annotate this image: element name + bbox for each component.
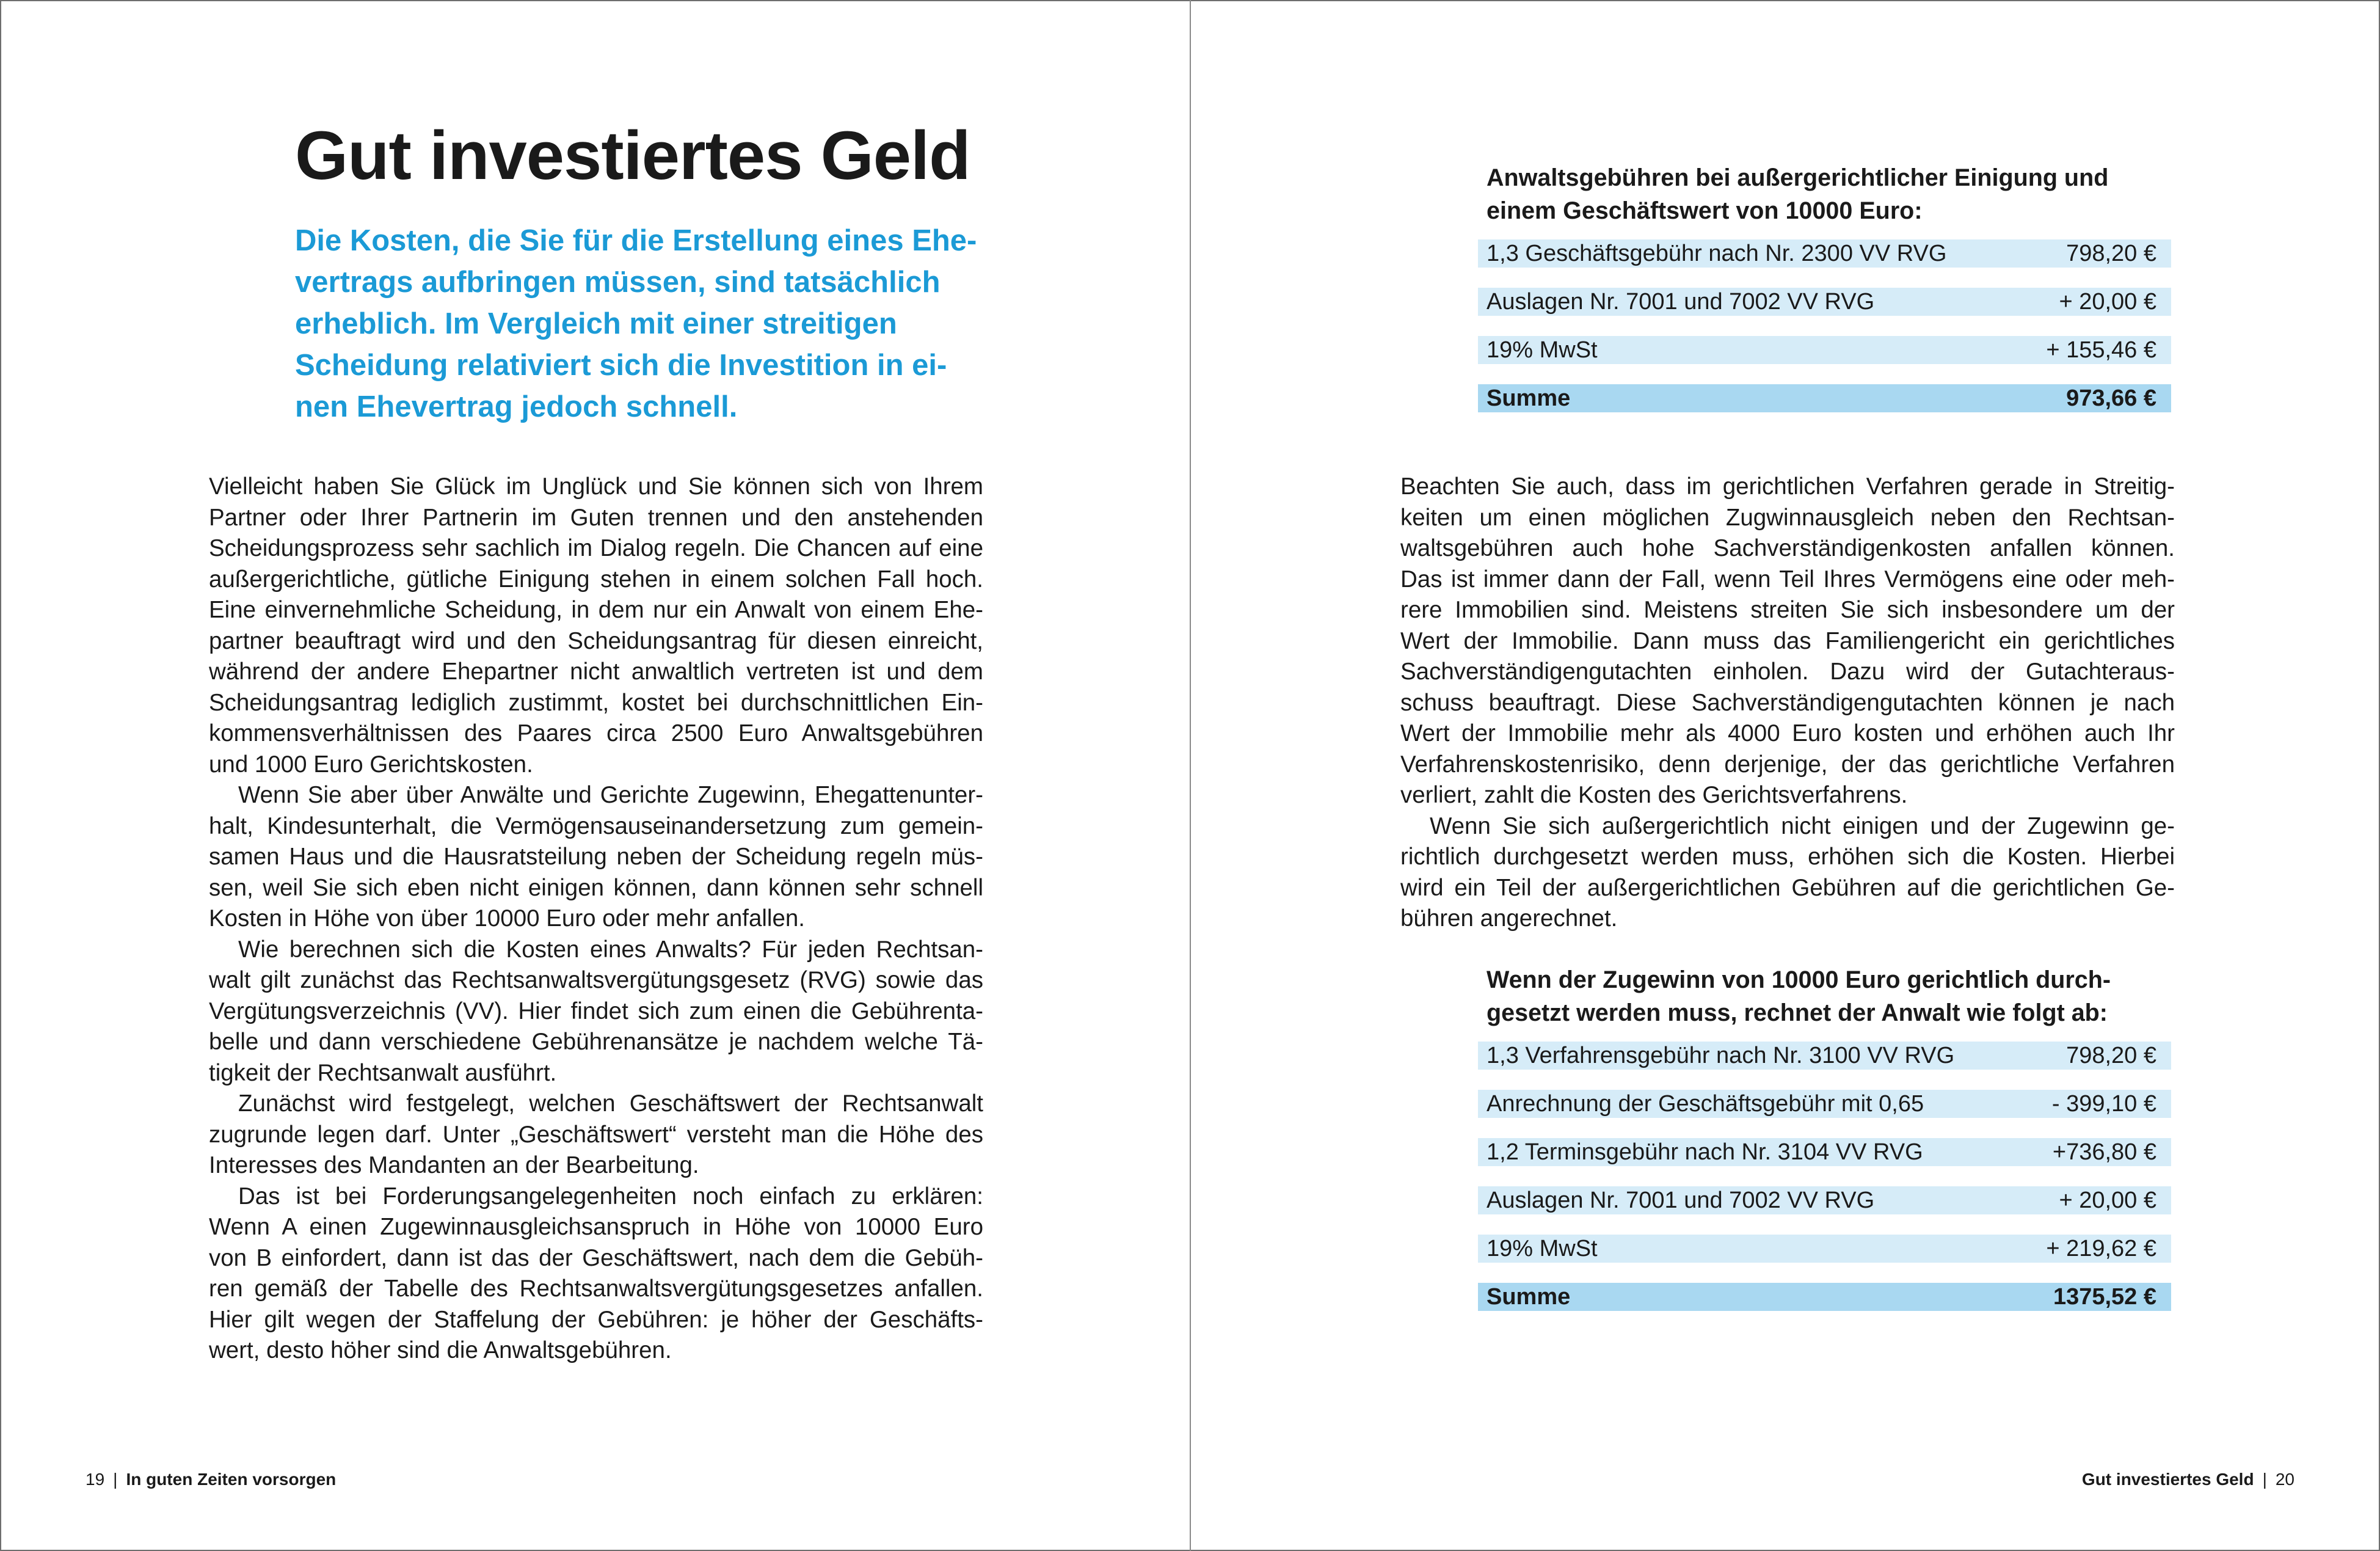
footer-separator: | [2262, 1470, 2267, 1489]
fee-label: Anrechnung der Geschäftsgebühr mit 0,65 [1487, 1090, 1924, 1117]
body-paragraph [209, 1181, 983, 1367]
text-line: Wenn Sie aber über Anwälte und Gerichte Zugewinn, Ehegattenunter- [238, 782, 983, 808]
heading-line: Anwaltsgebühren bei außergerichtlicher Einigung und [1487, 164, 2109, 191]
text-line: sen, weil Sie sich eben nicht einigen können, dann können sehr schnell [209, 874, 983, 901]
text-line: Sachverständigengutachten einholen. Dazu wird der Gutachteraus- [1400, 659, 2175, 685]
fee-label: 19% MwSt [1487, 1235, 1598, 1261]
text-line: wird ein Teil der außergerichtlichen Gebühren auf die gerichtlichen Ge- [1400, 874, 2175, 901]
text-line: tigkeit der Rechtsanwalt ausführt. [209, 1059, 557, 1086]
text-line: rere Immobilien sind. Meistens streiten Sie sich insbesondere um der [1400, 597, 2175, 623]
fee-table-heading [1487, 963, 2171, 1029]
text-line: halt, Kindesunterhalt, die Vermögensauseinandersetzung zum gemein- [209, 812, 983, 839]
fee-label: 1,3 Geschäftsgebühr nach Nr. 2300 VV RVG [1487, 240, 1947, 266]
text-line: waltsgebühren auch hohe Sachverständigenkosten anfallen können. [1400, 535, 2175, 561]
running-section-title: Gut investiertes Geld [2081, 1470, 2254, 1489]
body-paragraph [209, 780, 983, 935]
fee-label: Auslagen Nr. 7001 und 7002 VV RVG [1487, 1187, 1875, 1213]
body-paragraph [209, 1089, 983, 1181]
lead-line: erheblich. Im Vergleich mit einer streitigen [295, 307, 897, 340]
text-line: Partner oder Ihrer Partnerin im Guten trennen und den anstehenden [209, 504, 983, 531]
fee-table-court [1478, 963, 2171, 1331]
fee-row [1478, 1235, 2171, 1263]
text-line: Wert der Immobilie. Dann muss das Familiengericht ein gerichtliches [1400, 627, 2175, 654]
text-line: belle und dann verschiedene Gebührenansätze je nachdem welche Tä- [209, 1029, 983, 1055]
text-line: Vielleicht haben Sie Glück im Unglück und Sie können sich von Ihrem [209, 473, 983, 500]
left-body-text [209, 472, 983, 1367]
fee-row [1478, 336, 2171, 364]
body-paragraph [1400, 472, 2175, 811]
footer-separator: | [113, 1470, 118, 1489]
body-paragraph [209, 472, 983, 780]
right-body-text [1400, 472, 2175, 935]
text-line: Beachten Sie auch, dass im gerichtlichen Verfahren gerade in Streitig- [1400, 473, 2175, 500]
running-section-title: In guten Zeiten vorsorgen [126, 1470, 337, 1489]
fee-label: Auslagen Nr. 7001 und 7002 VV RVG [1487, 288, 1875, 315]
body-paragraph [1400, 811, 2175, 935]
page-gutter-divider [1190, 0, 1191, 1551]
text-line: Scheidungsprozess sehr sachlich im Dialog regeln. Die Chancen auf eine [209, 535, 983, 561]
fee-row [1478, 1138, 2171, 1166]
footer-right [2082, 1469, 2294, 1491]
text-line: ren gemäß der Tabelle des Rechtsanwaltsvergütungsgesetzes anfallen. [209, 1275, 983, 1302]
body-paragraph [209, 935, 983, 1089]
text-line: Eine einvernehmliche Scheidung, in dem nur ein Anwalt von einem Ehe- [209, 597, 983, 623]
text-line: Vergütungsverzeichnis (VV). Hier findet sich zum einen die Gebührenta- [209, 998, 983, 1024]
text-line: Scheidungsantrag lediglich zustimmt, kostet bei durchschnittlichen Ein- [209, 689, 983, 716]
text-line: von B einfordert, dann ist das der Geschäftswert, nach dem die Gebüh- [209, 1244, 983, 1271]
fee-label: 1,2 Terminsgebühr nach Nr. 3104 VV RVG [1487, 1139, 1923, 1165]
heading-line: gesetzt werden muss, rechnet der Anwalt wie folgt ab: [1487, 999, 2108, 1026]
text-line: kommensverhältnissen des Paares circa 2500 Euro Anwaltsgebühren [209, 720, 983, 746]
text-line: Wie berechnen sich die Kosten eines Anwalts? Für jeden Rechtsan- [238, 936, 983, 963]
fee-row [1478, 239, 2171, 268]
page-number: 19 [86, 1470, 105, 1489]
lead-paragraph [295, 220, 991, 428]
fee-label: 1,3 Verfahrensgebühr nach Nr. 3100 VV RVG [1487, 1042, 1955, 1068]
text-line: Verfahrenskostenrisiko, denn derjenige, der das gerichtliche Verfahren [1400, 751, 2175, 778]
text-line: während der andere Ehepartner nicht anwaltlich vertreten ist und dem [209, 659, 983, 685]
text-line: außergerichtliche, gütliche Einigung stehen in einem solchen Fall hoch. [209, 566, 983, 593]
lead-line: nen Ehevertrag jedoch schnell. [295, 390, 738, 423]
heading-line: einem Geschäftswert von 10000 Euro: [1487, 197, 1923, 224]
fee-table-out-of-court [1478, 161, 2171, 432]
fee-amount: 798,20 € [2066, 240, 2156, 266]
fee-row [1478, 1186, 2171, 1214]
fee-total-row [1478, 384, 2171, 412]
fee-row [1478, 1090, 2171, 1118]
text-line: bühren angerechnet. [1400, 905, 1618, 932]
text-line: richtlich durchgesetzt werden muss, erhöhen sich die Kosten. Hierbei [1400, 844, 2175, 870]
text-line: Kosten in Höhe von über 10000 Euro oder mehr anfallen. [209, 905, 805, 932]
text-line: keiten um einen möglichen Zugwinnausgleich neben den Rechtsan- [1400, 504, 2175, 531]
fee-total-row [1478, 1283, 2171, 1311]
page-number: 20 [2275, 1470, 2294, 1489]
lead-line: Die Kosten, die Sie für die Erstellung eines Ehe- [295, 224, 977, 257]
footer-left [86, 1469, 336, 1491]
fee-amount: + 20,00 € [2059, 1187, 2156, 1213]
fee-total-amount: 973,66 € [2066, 385, 2156, 411]
fee-amount: + 219,62 € [2046, 1235, 2156, 1261]
fee-table-heading [1487, 161, 2171, 227]
text-line: wert, desto höher sind die Anwaltsgebühren. [209, 1337, 672, 1363]
text-line: zugrunde legen darf. Unter „Geschäftswert“ versteht man die Höhe des [209, 1121, 983, 1148]
fee-label: 19% MwSt [1487, 337, 1598, 363]
page-title: Gut investiertes Geld [295, 117, 970, 194]
text-line: Wenn A einen Zugewinnausgleichsanspruch in Höhe von 10000 Euro [209, 1214, 983, 1240]
text-line: verliert, zahlt die Kosten des Gerichtsverfahrens. [1400, 782, 1908, 808]
heading-line: Wenn der Zugewinn von 10000 Euro gerichtlich durch- [1487, 966, 2111, 993]
fee-amount: 798,20 € [2066, 1042, 2156, 1068]
text-line: Das ist bei Forderungsangelegenheiten noch einfach zu erklären: [238, 1183, 983, 1210]
text-line: schuss beauftragt. Diese Sachverständigengutachten können je nach [1400, 689, 2175, 716]
fee-amount: - 399,10 € [2051, 1090, 2156, 1117]
fee-amount: + 155,46 € [2046, 337, 2156, 363]
text-line: Wenn Sie sich außergerichtlich nicht einigen und der Zugewinn ge- [1430, 812, 2175, 839]
text-line: walt gilt zunächst das Rechtsanwaltsvergütungsgesetz (RVG) sowie das [209, 967, 983, 993]
fee-row [1478, 1042, 2171, 1070]
fee-total-label: Summe [1487, 385, 1571, 411]
text-line: Zunächst wird festgelegt, welchen Geschäftswert der Rechtsanwalt [238, 1090, 983, 1117]
fee-amount: + 20,00 € [2059, 288, 2156, 315]
lead-line: vertrags aufbringen müssen, sind tatsächlich [295, 266, 941, 299]
fee-amount: +736,80 € [2052, 1139, 2156, 1165]
fee-total-label: Summe [1487, 1283, 1571, 1310]
text-line: partner beauftragt wird und den Scheidungsantrag für diesen einreicht, [209, 627, 983, 654]
text-line: Hier gilt wegen der Staffelung der Gebühren: je höher der Geschäfts- [209, 1306, 983, 1333]
lead-line: Scheidung relativiert sich die Investition in ei- [295, 349, 947, 382]
fee-row [1478, 288, 2171, 316]
fee-total-amount: 1375,52 € [2053, 1283, 2156, 1310]
text-line: und 1000 Euro Gerichtskosten. [209, 751, 533, 778]
text-line: Das ist immer dann der Fall, wenn Teil Ihres Vermögens eine oder meh- [1400, 566, 2175, 593]
text-line: Interesses des Mandanten an der Bearbeitung. [209, 1152, 699, 1178]
text-line: samen Haus und die Hausratsteilung neben der Scheidung regeln müs- [209, 844, 983, 870]
text-line: Wert der Immobilie mehr als 4000 Euro kosten und erhöhen auch Ihr [1400, 720, 2175, 746]
